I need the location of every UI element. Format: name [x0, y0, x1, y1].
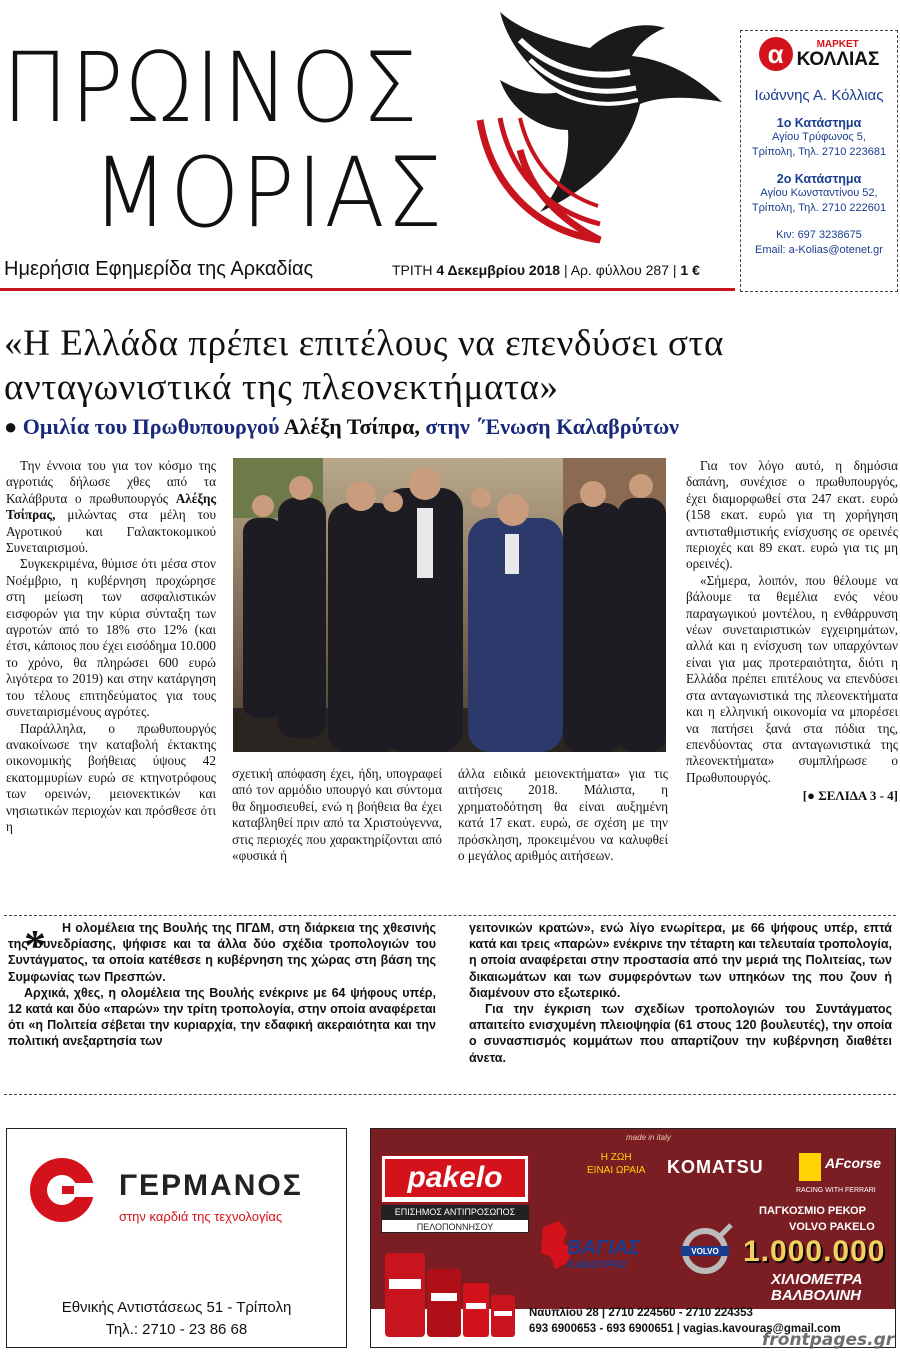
asterisk-icon: * — [24, 921, 46, 970]
market-store2-title: 2ο Κατάστημα — [776, 172, 862, 186]
zoi-line2: ΕΙΝΑΙ ΩΡΑΙΑ — [587, 1165, 646, 1176]
afcorse-logo: AFcorse — [825, 1155, 882, 1171]
article-paragraph — [6, 458, 216, 556]
vagias-name: ΒΑΓΙΑΣ — [567, 1237, 640, 1259]
issue-number: | Αρ. φύλλου 287 | — [563, 262, 677, 278]
article-paragraph: Για τον λόγο αυτό, η δημόσια δαπάνη, συνέχισε ο πρωθυπουργός, έχει διαμορφωθεί στα 247 εκατ. ευρώ (158 εκατ. ευρώ για τη χορήγηση αντισταθμιστικής ενίσχυσης σε ορεινές περιοχές και 89 εκατ. ευρώ για τις μη ορεινές). — [686, 458, 898, 572]
komatsu-logo: KOMATSU — [667, 1157, 764, 1177]
germanos-ad[interactable] — [6, 1128, 347, 1348]
market-email[interactable]: Email: a-Kolias@otenet.gr — [755, 244, 883, 256]
record-number: 1.000.000 — [743, 1235, 886, 1268]
issue-date: 4 Δεκεμβρίου 2018 — [436, 262, 561, 278]
germanos-tagline: στην καρδιά της τεχνολογίας — [119, 1209, 283, 1224]
brief-paragraph: Για την έγκριση των σχεδίων τροπολογιών του Συντάγματος απαιτείτο ενισχυμένη πλειοψηφία (61 στους 120 βουλευτές), την οποία ο συνασπισμός κομμάτων που απαρτίζουν την κυβέρνηση διαθέτει άνετα. — [469, 1002, 892, 1065]
article-paragraph: «Σήμερα, λοιπόν, που θέλουμε να βάλουμε τα θεμέλια ενός νέου παραγωγικού μοντέλου, η ενθάρρυνση νέων συνεταιριστικών εγχειρημάτων, αλλά και η ενίσχυση των υπαρχόντων είναι για μας προτεραιότητα, διότι η Ελλάδα πρέπει επιτέλους να επενδύσει στα ανταγωνιστικά της πλεονεκτήματα και η ελληνική οικονομία να μπορέσει να πατήσει ξανά στα πόδια της, επενδύοντας στα ανταγωνιστικά της πλεονεκτήματα» συμπλήρωσε ο Πρωθυπουργός. — [686, 572, 898, 785]
pakelo-region: ΠΕΛΟΠΟΝΝΗΣΟΥ — [381, 1219, 529, 1233]
brief-paragraph: γειτονικών κρατών», ενώ λίγο ενωρίτερα, με 66 ψήφους υπέρ, επτά κατά και τρεις «παρών» ενέκρινε την τέταρτη και τελευταία τροπολογία, η οποία αναφέρεται στην προστασία από την μεριά της Πολιτείας, των δικαιωμάτων και των συμφερόντων των υπηκόων της που ζουν ή διαμένουν στο εξωτερικό. — [469, 921, 892, 1000]
market-mobile: Κιν: 697 3238675 — [776, 229, 862, 241]
article-paragraph: σχετική απόφαση έχει, ήδη, υπογραφεί από τον αρμόδιο υπουργό και σύντομα θα δημοσιευθεί, ενώ η βοήθεια θα έχει καταβληθεί πριν από τα Χριστούγεννα, στις περιοχές που χαρακτηρίζονται από «φυσικά ή — [232, 766, 442, 864]
issue-price: 1 € — [680, 262, 700, 278]
watermark: frontpages.gr — [762, 1330, 895, 1350]
crowd-photo-image — [233, 458, 666, 752]
zoi-slogan — [587, 1151, 645, 1177]
article-paragraph: άλλα ειδικά μειονεκτήματα» για τις αιτήσεις 2018. Μάλιστα, η χρηματοδότηση θα είναι αυξημένη κατά 17 εκατ. ευρώ, σε σχέση με την πρόσκληση, προκειμένου να καλυφθεί ο μεγάλος αριθμός αιτήσεων. — [458, 766, 668, 864]
newspaper-subtitle: Ημερήσια Εφημερίδα της Αρκαδίας — [4, 258, 314, 280]
pakelo-official: ΕΠΙΣΗΜΟΣ ΑΝΤΙΠΡΟΣΩΠΟΣ — [381, 1205, 529, 1219]
record-line1: ΠΑΓΚΟΣΜΙΟ ΡΕΚΟΡ — [759, 1205, 866, 1217]
germanos-name: ΓΕΡΜΑΝΟΣ — [119, 1169, 303, 1202]
article-name: Αλέξης Τσίπρας, — [6, 490, 217, 523]
germanos-phone: Τηλ.: 2710 - 23 86 68 — [105, 1321, 248, 1338]
subhead-bullet: ● — [4, 414, 18, 439]
article-column-3 — [458, 766, 668, 864]
volvo-logo-icon — [679, 1221, 735, 1277]
market-logo — [741, 37, 897, 71]
brief-column-1 — [8, 920, 436, 1050]
racing-with-ferrari: RACING WITH FERRARI — [796, 1187, 876, 1194]
article-text: μιλώντας στα μέλη του Αγροτικού και Γαλακτοκομικού Συνεταιρισμού. — [6, 507, 217, 556]
dove-logo-icon — [460, 0, 735, 250]
ferrari-shield-icon — [799, 1153, 821, 1181]
market-owner: Ιωάννης Α. Κόλλιας — [754, 87, 884, 104]
pakelo-ad[interactable] — [370, 1128, 896, 1348]
market-store1-line2: Τρίπολη, Τηλ. 2710 223681 — [751, 146, 887, 158]
pakelo-phones: 693 6900653 - 693 6900651 | vagias.kavouras@gmail.com — [529, 1323, 841, 1335]
subhead-pre: Ομιλία του Πρωθυπουργού — [22, 414, 280, 439]
pakelo-logo: pakelo — [385, 1159, 525, 1197]
record-line2: VOLVO PAKELO — [789, 1221, 875, 1233]
article-column-4 — [686, 458, 898, 805]
article-photo — [233, 458, 666, 752]
issue-day: ΤΡΙΤΗ — [392, 262, 433, 278]
svg-text:VOLVO: VOLVO — [691, 1247, 719, 1256]
newspaper-title-line2: ΜΟΡΙΑΣ — [92, 137, 445, 249]
brief-paragraph: Η ολομέλεια της Βουλής της ΠΓΔΜ, στη διάρκεια της χθεσινής της συνεδρίασης, ψήφισε και τα άλλα δύο σχέδια τροπολογιών του Συντάγματος, τα οποία κατέθεσε η κυβέρνηση της χώρας στη βάση της Συμφωνίας των Πρεσπών. — [8, 921, 436, 984]
article-column-1 — [6, 458, 216, 835]
pakelo-address: Ναυπλίου 28 | 2710 224560 - 2710 224353 — [529, 1307, 753, 1319]
km-line1: ΧΙΛΙΟΜΕΤΡΑ — [771, 1271, 863, 1288]
market-kollias-ad[interactable] — [740, 30, 898, 292]
page-reference[interactable]: [● ΣΕΛΙΔΑ 3 - 4] — [802, 788, 898, 804]
vagias-sub: ΚΑΒΟΥΡΑΣ — [567, 1259, 628, 1271]
market-logo-small: ΜΑΡΚΕΤ — [816, 39, 859, 50]
subhead-name: Αλέξη Τσίπρα, — [283, 414, 420, 439]
made-in-italy-label: made in italy — [626, 1133, 671, 1142]
oil-cans-icon — [381, 1239, 521, 1343]
germanos-address: Εθνικής Αντιστάσεως 51 - Τρίπολη — [61, 1299, 292, 1316]
main-headline: «Η Ελλάδα πρέπει επιτέλους να επενδύσει στα ανταγωνιστικά της πλεονεκτήματα» — [4, 323, 725, 408]
main-subhead — [4, 414, 679, 440]
subhead-post: στην ΄Ένωση Καλαβρύτων — [425, 414, 679, 439]
market-a-icon: α — [759, 37, 793, 71]
market-store1-line1: Αγίου Τρύφωνος 5, — [772, 131, 866, 143]
market-store2-line1: Αγίου Κωνσταντίνου 52, — [760, 187, 878, 199]
masthead-rule — [0, 288, 735, 291]
article-paragraph: Συγκεκριμένα, θύμισε ότι μέσα στον Νοέμβριο, η κυβέρνηση προχώρησε στη μείωση των ασφαλιστικών εισφορών για την κύρια σύνταξη των αγροτών από το 18% στο 12% (και έτσι, κάποιος που έχει εισόδημα 10.000 το χρόνο, θα πληρώσει 600 ευρώ λιγότερα το 2019) και στην κατάργηση του τέλους επιτηδεύματος για τους συνεταιρισμένους αγρότες. — [6, 556, 216, 720]
km-line2: ΒΑΛΒΟΛΙΝΗ — [771, 1287, 862, 1304]
brief-box — [4, 915, 896, 1095]
article-text: Την έννοια του για τον κόσμο της αγροτιάς δήλωσε χθες από τα Καλάβρυτα ο πρωθυπουργός — [6, 458, 216, 506]
brief-column-2 — [469, 920, 892, 1066]
article-paragraph: Παράλληλα, ο πρωθυπουργός ανακοίνωσε την καταβολή έκτακτης οικονομικής βοήθειας ύψους 42 εκατομμυρίων ευρώ σε κτηνοτρόφους των ορεινών, μειονεκτικών και νησιωτικών περιοχών και πρόσθεσε ότι η — [6, 720, 216, 834]
market-logo-big: ΚΟΛΛΙΑΣ — [796, 49, 880, 70]
zoi-line1: Η ΖΩΗ — [600, 1152, 632, 1163]
issue-info — [392, 262, 700, 278]
masthead — [0, 0, 735, 290]
germanos-logo-icon — [27, 1155, 97, 1225]
newspaper-title-line1: ΠΡΩΙΝΟΣ — [2, 32, 420, 144]
market-store2-line2: Τρίπολη, Τηλ. 2710 222601 — [751, 202, 887, 214]
market-store1-title: 1ο Κατάστημα — [776, 116, 862, 130]
article-column-2 — [232, 766, 442, 864]
brief-paragraph: Αρχικά, χθες, η ολομέλεια της Βουλής ενέκρινε με 64 ψήφους υπέρ, 12 κατά και δύο «παρών» την τρίτη τροπολογία, στην οποία αναφέρεται ότι «η Πολιτεία σέβεται την κυριαρχία, την εδαφική ακεραιότητα και την πολιτική ανεξαρτησία των — [8, 985, 436, 1049]
